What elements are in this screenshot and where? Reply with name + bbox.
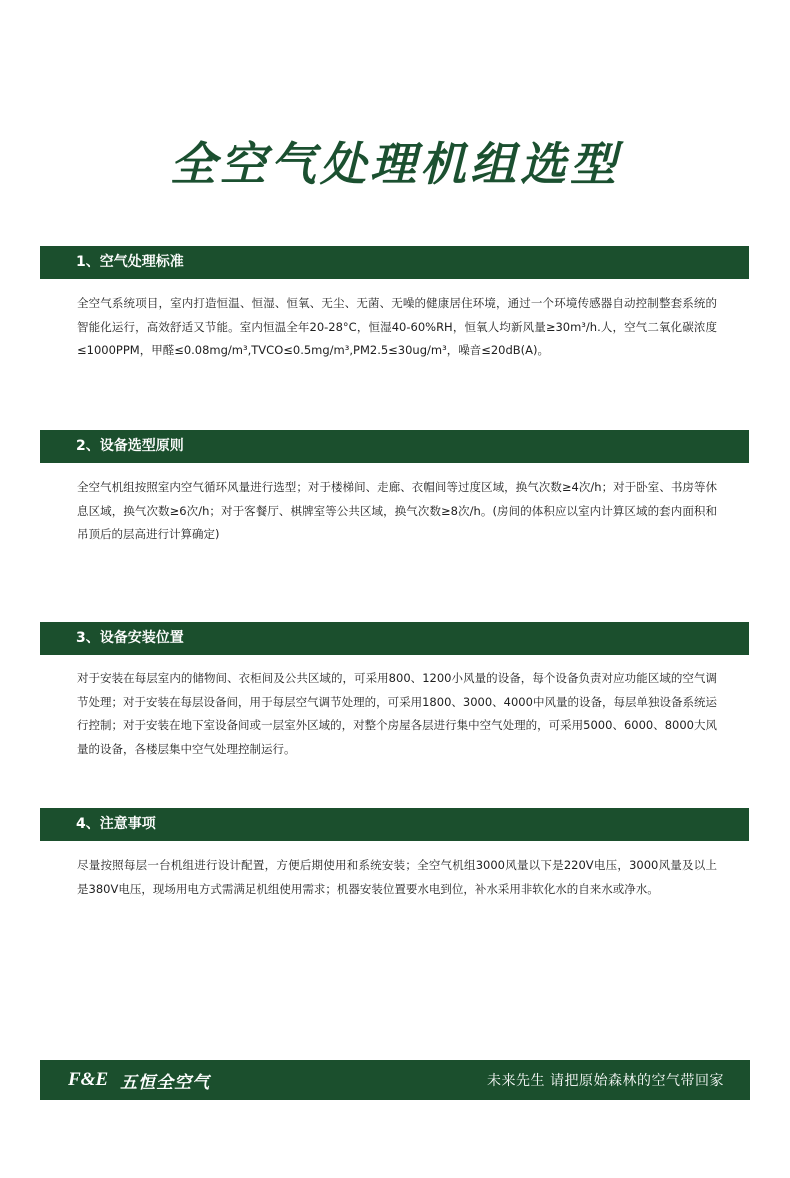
section-body-install-location: 对于安装在每层室内的储物间、衣柜间及公共区域的，可采用800、1200小风量的设备，每个设备负责对应功能区域的空气调节处理；对于安装在每层设备间，用于每层空气调节处理的，可采用1800、3000、4000中风量的设备，每层单独设备系统运行控制；对于安装在地下室设备间或一层室外区域的，对整个房屋各层进行集中空气处理的，可采用5000、6000、8000大风量的设备，各楼层集中空气处理控制运行。 xyxy=(77,671,717,756)
section-heading-notes: 4、注意事项 xyxy=(40,808,749,841)
page-title: 全空气处理机组选型 xyxy=(170,137,620,191)
section-body-notes: 尽量按照每层一台机组进行设计配置，方便后期使用和系统安装；全空气机组3000风量以下是220V电压，3000风量及以上是380V电压，现场用电方式需满足机组使用需求；机器安装位置要水电到位，补水采用非软化水的自来水或净水。 xyxy=(77,858,717,896)
footer-slogan: 未来先生 请把原始森林的空气带回家 xyxy=(487,1073,724,1089)
brand-logo xyxy=(68,1068,210,1093)
section-heading-install-location: 3、设备安装位置 xyxy=(40,622,749,655)
section-body-selection-principle: 全空气机组按照室内空气循环风量进行选型；对于楼梯间、走廊、衣帽间等过度区域，换气次数≥4次/h；对于卧室、书房等休息区域，换气次数≥6次/h；对于客餐厅、棋牌室等公共区域，换气次数≥8次/h。(房间的体积应以室内计算区域的套内面积和吊顶后的层高进行计算确定) xyxy=(77,480,717,541)
brand-mark: F&E xyxy=(68,1069,109,1090)
section-heading-air-standard: 1、空气处理标准 xyxy=(40,246,749,279)
section-body-air-standard: 全空气系统项目，室内打造恒温、恒湿、恒氧、无尘、无菌、无噪的健康居住环境，通过一个环境传感器自动控制整套系统的智能化运行，高效舒适又节能。室内恒温全年20-28°C，恒湿40-60%RH，恒氧人均新风量≥30m³/h.人，空气二氧化碳浓度≤1000PPM，甲醛≤0.08mg/m³,TVCO≤0.5mg/m³,PM2.5≤30ug/m³，噪音≤20dB(A)。 xyxy=(77,296,717,357)
footer-banner xyxy=(40,1060,750,1100)
section-heading-selection-principle: 2、设备选型原则 xyxy=(40,430,749,463)
brand-name: 五恒全空气 xyxy=(120,1072,211,1093)
